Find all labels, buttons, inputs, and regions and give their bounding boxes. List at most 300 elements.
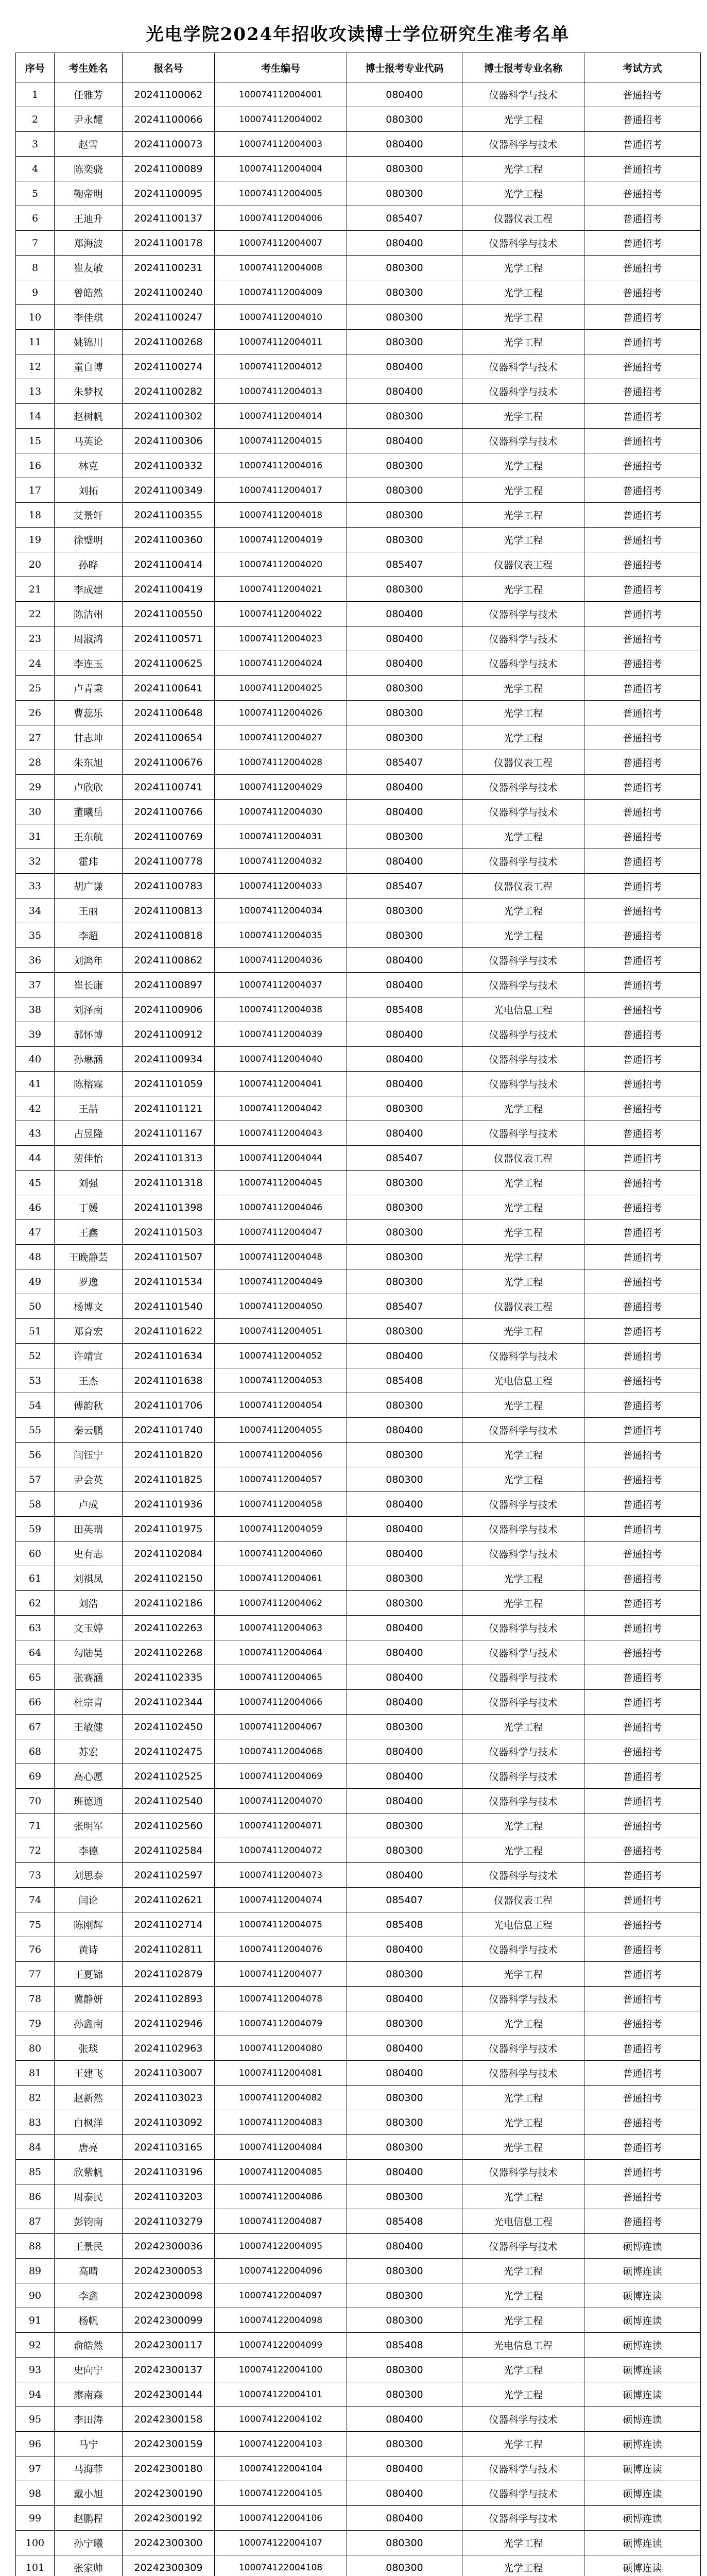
cell-exam-mode: 硕博连读 (584, 2308, 701, 2333)
table-row (16, 1912, 701, 1937)
cell-major-code: 080400 (347, 231, 462, 256)
cell-candidate-name: 童自博 (55, 354, 123, 379)
cell-major-name: 光学工程 (462, 2110, 584, 2135)
cell-serial-number: 47 (16, 1220, 55, 1245)
cell-candidate-name: 李佳琪 (55, 305, 123, 330)
cell-major-code: 080400 (347, 2506, 462, 2531)
cell-major-code: 080400 (347, 1987, 462, 2011)
table-row (16, 1492, 701, 1517)
cell-serial-number: 76 (16, 1937, 55, 1962)
cell-serial-number: 96 (16, 2432, 55, 2456)
cell-registration-number: 20242300300 (123, 2531, 215, 2555)
cell-candidate-name: 赵鹏程 (55, 2506, 123, 2531)
cell-exam-mode: 普通招考 (584, 404, 701, 429)
cell-serial-number: 14 (16, 404, 55, 429)
cell-candidate-number: 100074112004002 (215, 107, 347, 132)
cell-serial-number: 3 (16, 132, 55, 157)
cell-major-name: 仪器科学与技术 (462, 973, 584, 997)
cell-serial-number: 11 (16, 330, 55, 354)
cell-candidate-number: 100074112004083 (215, 2110, 347, 2135)
cell-registration-number: 20241100654 (123, 725, 215, 750)
table-row (16, 1171, 701, 1195)
cell-major-name: 光学工程 (462, 1319, 584, 1344)
cell-exam-mode: 普通招考 (584, 1245, 701, 1269)
cell-candidate-number: 100074112004053 (215, 1368, 347, 1393)
cell-exam-mode: 普通招考 (584, 1319, 701, 1344)
cell-exam-mode: 普通招考 (584, 800, 701, 824)
cell-registration-number: 20241102879 (123, 1962, 215, 1987)
table-row (16, 1022, 701, 1047)
cell-exam-mode: 普通招考 (584, 948, 701, 973)
cell-candidate-number: 100074112004062 (215, 1591, 347, 1616)
cell-serial-number: 58 (16, 1492, 55, 1517)
cell-major-code: 080300 (347, 2308, 462, 2333)
cell-candidate-name: 刘泽南 (55, 997, 123, 1022)
cell-candidate-number: 100074122004102 (215, 2407, 347, 2432)
cell-major-code: 080300 (347, 478, 462, 503)
cell-candidate-name: 艾景轩 (55, 503, 123, 528)
cell-major-code: 080400 (347, 973, 462, 997)
cell-candidate-name: 鞠帝明 (55, 181, 123, 206)
cell-major-name: 仪器科学与技术 (462, 429, 584, 453)
cell-registration-number: 20241100247 (123, 305, 215, 330)
cell-registration-number: 20241102475 (123, 1739, 215, 1764)
cell-major-name: 光学工程 (462, 256, 584, 280)
cell-major-name: 光学工程 (462, 280, 584, 305)
cell-candidate-number: 100074112004001 (215, 82, 347, 107)
table-row (16, 1591, 701, 1616)
table-row (16, 701, 701, 725)
cell-major-name: 光学工程 (462, 1467, 584, 1492)
table-row (16, 2209, 701, 2234)
cell-candidate-name: 郑海波 (55, 231, 123, 256)
cell-serial-number: 77 (16, 1962, 55, 1987)
cell-major-name: 仪器科学与技术 (462, 775, 584, 800)
cell-major-name: 仪器科学与技术 (462, 1517, 584, 1541)
cell-candidate-name: 李成建 (55, 577, 123, 602)
cell-candidate-name: 孙鑫南 (55, 2011, 123, 2036)
cell-registration-number: 20241102584 (123, 1838, 215, 1863)
table-row (16, 2531, 701, 2555)
cell-major-code: 080300 (347, 2086, 462, 2110)
cell-major-code: 080400 (347, 82, 462, 107)
cell-candidate-name: 张赛涵 (55, 1665, 123, 1690)
cell-candidate-name: 姚锦川 (55, 330, 123, 354)
cell-major-code: 080300 (347, 1195, 462, 1220)
table-row (16, 2234, 701, 2259)
cell-major-name: 仪器科学与技术 (462, 1690, 584, 1715)
table-row (16, 2184, 701, 2209)
cell-registration-number: 20241103023 (123, 2086, 215, 2110)
cell-registration-number: 20241101825 (123, 1467, 215, 1492)
cell-serial-number: 61 (16, 1566, 55, 1591)
cell-candidate-name: 欣紫帆 (55, 2160, 123, 2184)
cell-major-name: 光电信息工程 (462, 1912, 584, 1937)
cell-major-name: 光学工程 (462, 1171, 584, 1195)
cell-major-code: 080300 (347, 404, 462, 429)
cell-exam-mode: 普通招考 (584, 1467, 701, 1492)
cell-exam-mode: 普通招考 (584, 651, 701, 676)
cell-exam-mode: 普通招考 (584, 1269, 701, 1294)
cell-exam-mode: 普通招考 (584, 379, 701, 404)
cell-candidate-number: 100074112004061 (215, 1566, 347, 1591)
cell-candidate-number: 100074122004107 (215, 2531, 347, 2555)
cell-serial-number: 7 (16, 231, 55, 256)
cell-serial-number: 13 (16, 379, 55, 404)
cell-registration-number: 20241102335 (123, 1665, 215, 1690)
cell-major-name: 仪器仪表工程 (462, 552, 584, 577)
cell-registration-number: 20241100178 (123, 231, 215, 256)
cell-candidate-number: 100074112004076 (215, 1937, 347, 1962)
cell-candidate-name: 戴小旭 (55, 2481, 123, 2506)
cell-exam-mode: 普通招考 (584, 1220, 701, 1245)
cell-candidate-number: 100074122004103 (215, 2432, 347, 2456)
cell-candidate-number: 100074112004066 (215, 1690, 347, 1715)
cell-registration-number: 20242300144 (123, 2382, 215, 2407)
header-row (16, 53, 701, 82)
cell-candidate-name: 高晴 (55, 2259, 123, 2283)
cell-major-code: 080300 (347, 2358, 462, 2382)
cell-candidate-number: 100074112004003 (215, 132, 347, 157)
table-row (16, 775, 701, 800)
cell-registration-number: 20241100073 (123, 132, 215, 157)
cell-serial-number: 35 (16, 923, 55, 948)
cell-serial-number: 9 (16, 280, 55, 305)
cell-exam-mode: 普通招考 (584, 2184, 701, 2209)
cell-registration-number: 20242300053 (123, 2259, 215, 2283)
cell-candidate-number: 100074112004036 (215, 948, 347, 973)
cell-major-name: 光学工程 (462, 2184, 584, 2209)
cell-serial-number: 52 (16, 1344, 55, 1368)
cell-candidate-number: 100074112004010 (215, 305, 347, 330)
cell-serial-number: 10 (16, 305, 55, 330)
cell-candidate-number: 100074112004013 (215, 379, 347, 404)
cell-exam-mode: 硕博连读 (584, 2234, 701, 2259)
cell-candidate-name: 张明军 (55, 1814, 123, 1838)
cell-serial-number: 98 (16, 2481, 55, 2506)
cell-exam-mode: 普通招考 (584, 280, 701, 305)
table-row (16, 1665, 701, 1690)
cell-candidate-number: 100074112004016 (215, 453, 347, 478)
cell-major-code: 080300 (347, 1591, 462, 1616)
cell-major-name: 光学工程 (462, 1962, 584, 1987)
cell-major-code: 085407 (347, 750, 462, 775)
cell-registration-number: 20241102893 (123, 1987, 215, 2011)
cell-major-name: 仪器科学与技术 (462, 1764, 584, 1789)
table-row (16, 1640, 701, 1665)
cell-major-name: 光学工程 (462, 1220, 584, 1245)
cell-exam-mode: 普通招考 (584, 1640, 701, 1665)
cell-major-name: 仪器科学与技术 (462, 1987, 584, 2011)
cell-major-code: 080400 (347, 651, 462, 676)
cell-major-code: 080300 (347, 528, 462, 552)
cell-serial-number: 74 (16, 1888, 55, 1912)
cell-serial-number: 71 (16, 1814, 55, 1838)
table-row (16, 231, 701, 256)
table-row (16, 2110, 701, 2135)
cell-exam-mode: 普通招考 (584, 1863, 701, 1888)
cell-registration-number: 20241102811 (123, 1937, 215, 1962)
cell-candidate-number: 100074112004078 (215, 1987, 347, 2011)
cell-serial-number: 41 (16, 1072, 55, 1096)
table-row (16, 503, 701, 528)
cell-candidate-number: 100074112004004 (215, 157, 347, 181)
table-row (16, 2432, 701, 2456)
cell-registration-number: 20242300158 (123, 2407, 215, 2432)
cell-major-code: 080300 (347, 503, 462, 528)
cell-major-name: 光学工程 (462, 577, 584, 602)
cell-major-code: 080300 (347, 2283, 462, 2308)
cell-candidate-number: 100074112004085 (215, 2160, 347, 2184)
cell-major-name: 仪器科学与技术 (462, 2036, 584, 2061)
candidate-list-sheet (15, 13, 700, 2576)
cell-registration-number: 20241102084 (123, 1541, 215, 1566)
cell-serial-number: 20 (16, 552, 55, 577)
cell-major-code: 080300 (347, 676, 462, 701)
header-exam-mode: 考试方式 (584, 53, 701, 82)
table-row (16, 824, 701, 849)
cell-exam-mode: 普通招考 (584, 1393, 701, 1418)
cell-registration-number: 20241100934 (123, 1047, 215, 1072)
cell-candidate-name: 刘浩 (55, 1591, 123, 1616)
cell-registration-number: 20241101706 (123, 1393, 215, 1418)
cell-major-name: 仪器科学与技术 (462, 1937, 584, 1962)
cell-candidate-number: 100074112004086 (215, 2184, 347, 2209)
cell-registration-number: 20241102268 (123, 1640, 215, 1665)
cell-registration-number: 20241102450 (123, 1715, 215, 1739)
cell-major-code: 080300 (347, 577, 462, 602)
cell-candidate-name: 傅韵秋 (55, 1393, 123, 1418)
cell-major-name: 仪器科学与技术 (462, 1047, 584, 1072)
cell-serial-number: 72 (16, 1838, 55, 1863)
table-row (16, 1863, 701, 1888)
cell-serial-number: 40 (16, 1047, 55, 1072)
cell-major-code: 080400 (347, 1121, 462, 1146)
cell-serial-number: 79 (16, 2011, 55, 2036)
cell-major-code: 080400 (347, 849, 462, 874)
cell-exam-mode: 普通招考 (584, 206, 701, 231)
cell-registration-number: 20241101975 (123, 1517, 215, 1541)
cell-exam-mode: 普通招考 (584, 1294, 701, 1319)
cell-major-code: 080300 (347, 923, 462, 948)
cell-candidate-number: 100074112004020 (215, 552, 347, 577)
cell-major-code: 080400 (347, 626, 462, 651)
cell-major-code: 080400 (347, 354, 462, 379)
cell-candidate-number: 100074112004018 (215, 503, 347, 528)
cell-candidate-name: 卢青秉 (55, 676, 123, 701)
cell-candidate-number: 100074112004056 (215, 1443, 347, 1467)
cell-registration-number: 20241101507 (123, 1245, 215, 1269)
cell-registration-number: 20241100897 (123, 973, 215, 997)
table-row (16, 2506, 701, 2531)
table-row (16, 2135, 701, 2160)
cell-major-code: 080400 (347, 2234, 462, 2259)
table-row (16, 1987, 701, 2011)
cell-exam-mode: 普通招考 (584, 1443, 701, 1467)
cell-registration-number: 20241102186 (123, 1591, 215, 1616)
cell-exam-mode: 普通招考 (584, 330, 701, 354)
cell-serial-number: 12 (16, 354, 55, 379)
cell-major-code: 080300 (347, 330, 462, 354)
cell-major-code: 080300 (347, 181, 462, 206)
cell-registration-number: 20242300137 (123, 2358, 215, 2382)
cell-major-name: 光学工程 (462, 2086, 584, 2110)
cell-major-code: 080300 (347, 1814, 462, 1838)
cell-candidate-number: 100074112004006 (215, 206, 347, 231)
cell-major-code: 080400 (347, 948, 462, 973)
cell-major-code: 080300 (347, 899, 462, 923)
cell-exam-mode: 普通招考 (584, 181, 701, 206)
cell-candidate-name: 孙晔 (55, 552, 123, 577)
cell-candidate-number: 100074112004033 (215, 874, 347, 899)
cell-serial-number: 16 (16, 453, 55, 478)
cell-serial-number: 43 (16, 1121, 55, 1146)
cell-candidate-number: 100074122004099 (215, 2333, 347, 2358)
cell-registration-number: 20241102946 (123, 2011, 215, 2036)
cell-exam-mode: 普通招考 (584, 1566, 701, 1591)
table-row (16, 1220, 701, 1245)
cell-major-name: 仪器科学与技术 (462, 2061, 584, 2086)
cell-serial-number: 44 (16, 1146, 55, 1171)
cell-registration-number: 20241100766 (123, 800, 215, 824)
cell-major-code: 080300 (347, 725, 462, 750)
cell-candidate-number: 100074112004041 (215, 1072, 347, 1096)
cell-major-code: 085407 (347, 206, 462, 231)
cell-major-name: 仪器科学与技术 (462, 602, 584, 626)
cell-candidate-name: 文玉婷 (55, 1616, 123, 1640)
cell-registration-number: 20241100240 (123, 280, 215, 305)
cell-exam-mode: 普通招考 (584, 478, 701, 503)
cell-major-name: 光学工程 (462, 181, 584, 206)
cell-major-code: 080400 (347, 1665, 462, 1690)
table-row (16, 1888, 701, 1912)
cell-candidate-number: 100074122004096 (215, 2259, 347, 2283)
cell-exam-mode: 普通招考 (584, 1171, 701, 1195)
cell-major-code: 080400 (347, 379, 462, 404)
table-row (16, 82, 701, 107)
cell-candidate-name: 彭钧南 (55, 2209, 123, 2234)
cell-candidate-name: 张琰 (55, 2036, 123, 2061)
cell-registration-number: 20241100274 (123, 354, 215, 379)
cell-serial-number: 90 (16, 2283, 55, 2308)
cell-exam-mode: 普通招考 (584, 1418, 701, 1443)
cell-registration-number: 20242300117 (123, 2333, 215, 2358)
cell-exam-mode: 普通招考 (584, 2036, 701, 2061)
cell-candidate-name: 史有志 (55, 1541, 123, 1566)
cell-major-name: 光学工程 (462, 676, 584, 701)
cell-exam-mode: 普通招考 (584, 107, 701, 132)
table-row (16, 2283, 701, 2308)
cell-serial-number: 6 (16, 206, 55, 231)
cell-registration-number: 20241101167 (123, 1121, 215, 1146)
table-row (16, 750, 701, 775)
table-row (16, 626, 701, 651)
cell-major-name: 仪器科学与技术 (462, 1121, 584, 1146)
cell-serial-number: 65 (16, 1665, 55, 1690)
cell-registration-number: 20241101820 (123, 1443, 215, 1467)
table-row (16, 874, 701, 899)
cell-exam-mode: 普通招考 (584, 231, 701, 256)
cell-candidate-number: 100074112004082 (215, 2086, 347, 2110)
cell-registration-number: 20241100095 (123, 181, 215, 206)
cell-exam-mode: 普通招考 (584, 626, 701, 651)
cell-candidate-name: 徐璧明 (55, 528, 123, 552)
cell-registration-number: 20241100912 (123, 1022, 215, 1047)
table-row (16, 2481, 701, 2506)
cell-candidate-name: 胡广谦 (55, 874, 123, 899)
cell-major-code: 085408 (347, 1912, 462, 1937)
cell-major-name: 光学工程 (462, 1591, 584, 1616)
cell-major-code: 080400 (347, 1344, 462, 1368)
cell-major-code: 080300 (347, 1566, 462, 1591)
cell-major-name: 光学工程 (462, 1195, 584, 1220)
table-row (16, 1344, 701, 1368)
cell-major-name: 仪器科学与技术 (462, 626, 584, 651)
cell-major-code: 080300 (347, 2382, 462, 2407)
cell-serial-number: 75 (16, 1912, 55, 1937)
cell-exam-mode: 硕博连读 (584, 2382, 701, 2407)
cell-major-name: 仪器科学与技术 (462, 2456, 584, 2481)
cell-major-code: 080400 (347, 1640, 462, 1665)
cell-serial-number: 97 (16, 2456, 55, 2481)
cell-registration-number: 20241100769 (123, 824, 215, 849)
table-row (16, 1517, 701, 1541)
cell-serial-number: 22 (16, 602, 55, 626)
cell-candidate-number: 100074112004024 (215, 651, 347, 676)
cell-candidate-number: 100074112004074 (215, 1888, 347, 1912)
cell-serial-number: 31 (16, 824, 55, 849)
cell-candidate-number: 100074112004048 (215, 1245, 347, 1269)
cell-exam-mode: 普通招考 (584, 1838, 701, 1863)
cell-major-code: 085408 (347, 1368, 462, 1393)
cell-candidate-name: 周泰民 (55, 2184, 123, 2209)
table-row (16, 1962, 701, 1987)
cell-exam-mode: 普通招考 (584, 132, 701, 157)
table-row (16, 2555, 701, 2576)
cell-exam-mode: 普通招考 (584, 1368, 701, 1393)
cell-registration-number: 20241101622 (123, 1319, 215, 1344)
table-row (16, 2358, 701, 2382)
cell-serial-number: 34 (16, 899, 55, 923)
cell-exam-mode: 普通招考 (584, 899, 701, 923)
table-row (16, 552, 701, 577)
cell-registration-number: 20241100778 (123, 849, 215, 874)
cell-exam-mode: 普通招考 (584, 874, 701, 899)
cell-candidate-name: 卢欣欣 (55, 775, 123, 800)
cell-registration-number: 20241100414 (123, 552, 215, 577)
cell-candidate-name: 王夏锦 (55, 1962, 123, 1987)
cell-major-name: 光学工程 (462, 503, 584, 528)
cell-serial-number: 99 (16, 2506, 55, 2531)
cell-major-code: 085407 (347, 1146, 462, 1171)
cell-candidate-number: 100074122004097 (215, 2283, 347, 2308)
cell-candidate-number: 100074112004034 (215, 899, 347, 923)
cell-major-code: 080400 (347, 1789, 462, 1814)
cell-major-code: 080400 (347, 1541, 462, 1566)
cell-candidate-number: 100074112004026 (215, 701, 347, 725)
cell-exam-mode: 硕博连读 (584, 2531, 701, 2555)
cell-major-code: 080300 (347, 2110, 462, 2135)
cell-candidate-name: 曹蕊乐 (55, 701, 123, 725)
cell-serial-number: 81 (16, 2061, 55, 2086)
cell-major-name: 仪器科学与技术 (462, 1072, 584, 1096)
cell-candidate-name: 李超 (55, 923, 123, 948)
cell-serial-number: 80 (16, 2036, 55, 2061)
cell-candidate-name: 霍玮 (55, 849, 123, 874)
cell-major-name: 仪器科学与技术 (462, 1863, 584, 1888)
table-row (16, 1789, 701, 1814)
cell-serial-number: 68 (16, 1739, 55, 1764)
